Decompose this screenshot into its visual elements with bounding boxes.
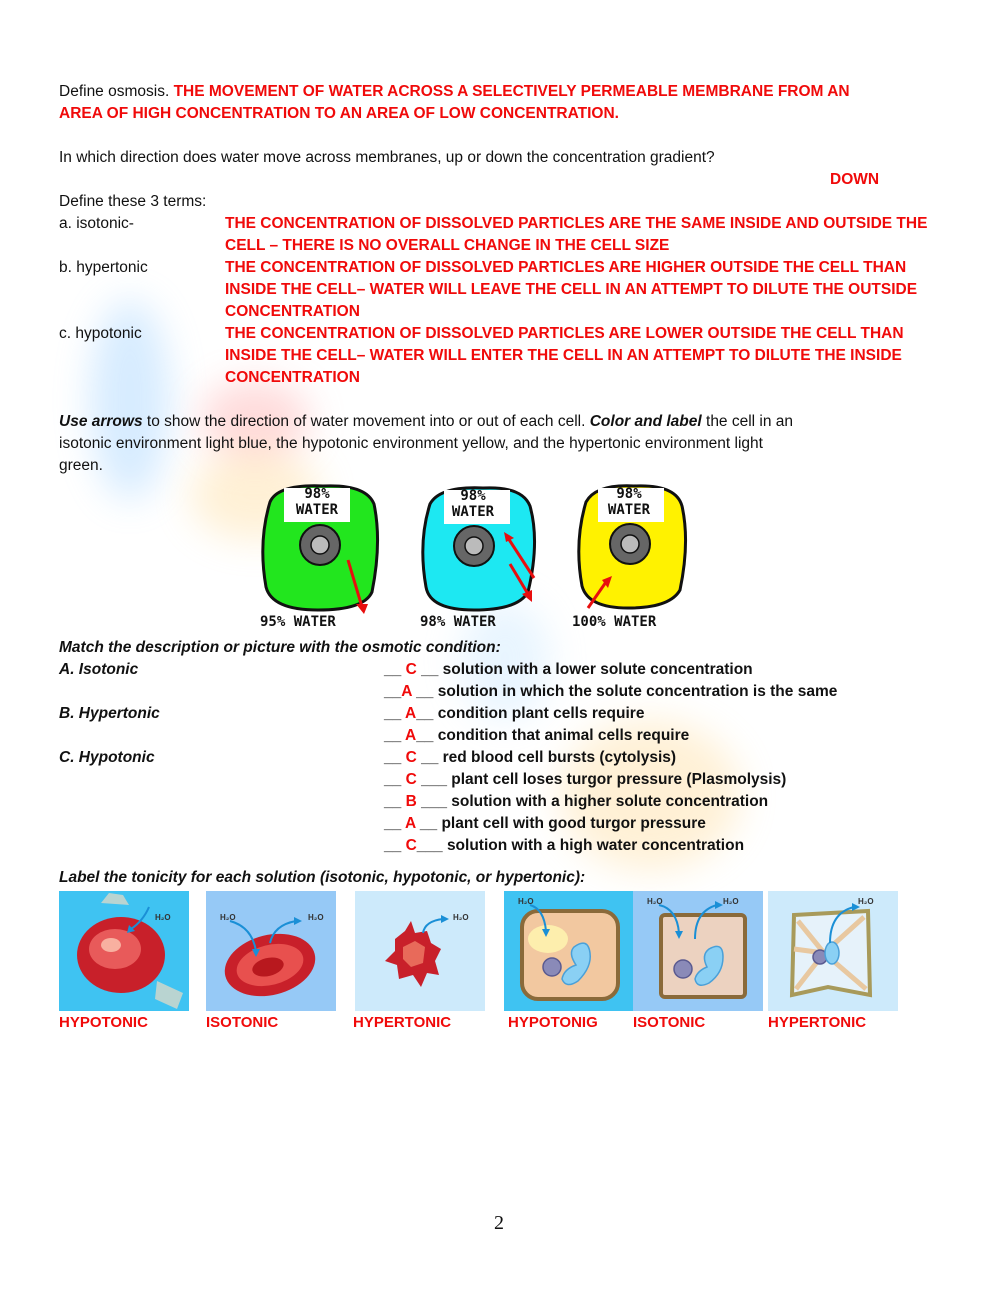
answer-blank[interactable]: __ bbox=[384, 793, 406, 810]
tonicity-panel-plant-hypotonic bbox=[504, 891, 634, 1011]
match-description: condition that animal cells require bbox=[437, 727, 690, 744]
answer-blank[interactable]: __ bbox=[384, 727, 405, 744]
tonicity-label: HYPERTONIC bbox=[353, 1014, 452, 1031]
arrows-instruction-line2: isotonic environment light blue, the hypotonic environment yellow, and the hypertonic environment light bbox=[59, 435, 763, 452]
match-item bbox=[384, 813, 706, 835]
match-item bbox=[384, 659, 753, 681]
answer-blank[interactable]: __ bbox=[384, 749, 406, 766]
instruction-text: the cell in an bbox=[701, 413, 794, 430]
cell-outside-label: 98% WATER bbox=[420, 614, 496, 630]
match-description: plant cell with good turgor pressure bbox=[441, 815, 706, 832]
answer-blank: __ bbox=[411, 683, 438, 700]
arrows-instruction-line3: green. bbox=[59, 457, 103, 474]
match-answer: A bbox=[404, 815, 416, 832]
answer-blank: ___ bbox=[416, 837, 447, 854]
match-answer: B bbox=[405, 793, 417, 810]
answer-blank[interactable]: __ bbox=[384, 771, 406, 788]
match-answer: C bbox=[405, 837, 417, 854]
term-def-hypertonic-3: CONCENTRATION bbox=[225, 303, 360, 320]
match-answer: C bbox=[405, 771, 417, 788]
h2o-label: H₂O bbox=[308, 913, 324, 922]
term-def-hypertonic-2: INSIDE THE CELL– WATER WILL LEAVE THE CELL IN AN ATTEMPT TO DILUTE THE OUTSIDE bbox=[225, 281, 918, 298]
answer-blank: ___ bbox=[416, 771, 452, 788]
answer-blank[interactable]: __ bbox=[384, 705, 405, 722]
match-option-b: B. Hypertonic bbox=[59, 705, 160, 722]
h2o-label: H₂O bbox=[723, 897, 739, 906]
match-description: red blood cell bursts (cytolysis) bbox=[442, 749, 677, 766]
match-option-c: C. Hypotonic bbox=[59, 749, 155, 766]
term-def-hypotonic-2: INSIDE THE CELL– WATER WILL ENTER THE CELL IN AN ATTEMPT TO DILUTE THE INSIDE bbox=[225, 347, 902, 364]
cell-figure-hypotonic bbox=[572, 482, 702, 637]
match-item bbox=[384, 769, 786, 791]
term-label-isotonic: a. isotonic- bbox=[59, 215, 134, 232]
term-def-isotonic-2: CELL – THERE IS NO OVERALL CHANGE IN THE CELL SIZE bbox=[225, 237, 670, 254]
tonicity-label: HYPOTONIC bbox=[59, 1014, 148, 1031]
match-item bbox=[384, 725, 689, 747]
tonicity-panel-rbc-hypotonic bbox=[59, 891, 189, 1011]
cell-inside-percent: 98% bbox=[616, 486, 642, 502]
term-def-isotonic-1: THE CONCENTRATION OF DISSOLVED PARTICLES ARE THE SAME INSIDE AND OUTSIDE THE bbox=[225, 215, 928, 232]
arrows-instruction-line1 bbox=[59, 411, 793, 433]
h2o-label: H₂O bbox=[518, 897, 534, 906]
cell-inside-label: WATER bbox=[295, 502, 339, 518]
match-description: plant cell loses turgor pressure (Plasmolysis) bbox=[451, 771, 787, 788]
match-answer: A bbox=[401, 683, 412, 700]
instruction-emphasis: Color and label bbox=[589, 413, 702, 430]
tonicity-label: ISOTONIC bbox=[206, 1014, 279, 1031]
cell-outside-label: 100% WATER bbox=[572, 614, 657, 630]
match-heading: Match the description or picture with the osmotic condition: bbox=[59, 639, 501, 656]
match-description: condition plant cells require bbox=[437, 705, 645, 722]
match-item bbox=[384, 747, 676, 769]
cell-figure-isotonic bbox=[418, 482, 548, 637]
answer-blank[interactable]: __ bbox=[384, 815, 405, 832]
answer-blank: ___ bbox=[416, 793, 452, 810]
cell-inside-label: WATER bbox=[451, 504, 495, 520]
match-item bbox=[384, 681, 837, 703]
tonicity-panel-rbc-hypertonic bbox=[355, 891, 485, 1011]
cell-inside-label: WATER bbox=[607, 502, 651, 518]
term-label-hypertonic: b. hypertonic bbox=[59, 259, 148, 276]
terms-heading: Define these 3 terms: bbox=[59, 193, 207, 210]
term-def-hypotonic-3: CONCENTRATION bbox=[225, 369, 360, 386]
h2o-label: H₂O bbox=[155, 913, 171, 922]
osmosis-prompt: Define osmosis. bbox=[59, 83, 170, 100]
tonicity-panel-plant-hypertonic bbox=[768, 891, 898, 1011]
cell-inside-percent: 98% bbox=[304, 486, 330, 502]
match-answer: C bbox=[405, 749, 417, 766]
match-item bbox=[384, 791, 768, 813]
answer-blank[interactable]: __ bbox=[384, 837, 406, 854]
term-def-hypertonic-1: THE CONCENTRATION OF DISSOLVED PARTICLES ARE HIGHER OUTSIDE THE CELL THAN bbox=[225, 259, 907, 276]
match-description: solution with a higher solute concentration bbox=[451, 793, 769, 810]
match-option-a: A. Isotonic bbox=[59, 661, 139, 678]
term-label-hypotonic: c. hypotonic bbox=[59, 325, 142, 342]
cell-figure-hypertonic bbox=[258, 482, 388, 637]
answer-blank: __ bbox=[416, 661, 443, 678]
h2o-label: H₂O bbox=[647, 897, 663, 906]
match-description: solution with a lower solute concentration bbox=[442, 661, 753, 678]
term-def-hypotonic-1: THE CONCENTRATION OF DISSOLVED PARTICLES ARE LOWER OUTSIDE THE CELL THAN bbox=[225, 325, 904, 342]
direction-answer: DOWN bbox=[830, 171, 880, 188]
direction-question: In which direction does water move across membranes, up or down the concentration gradient? bbox=[59, 149, 715, 166]
tonicity-heading: Label the tonicity for each solution (isotonic, hypotonic, or hypertonic): bbox=[59, 869, 586, 886]
tonicity-panel-rbc-isotonic bbox=[206, 891, 336, 1011]
instruction-emphasis: Use arrows bbox=[59, 413, 143, 430]
answer-blank: __ bbox=[416, 705, 438, 722]
match-item bbox=[384, 835, 744, 857]
osmosis-answer-line1: THE MOVEMENT OF WATER ACROSS A SELECTIVELY PERMEABLE MEMBRANE FROM AN bbox=[173, 83, 850, 100]
answer-blank[interactable]: __ bbox=[384, 661, 406, 678]
tonicity-panel-plant-isotonic bbox=[633, 891, 763, 1011]
cell-outside-label: 95% WATER bbox=[260, 614, 336, 630]
match-item bbox=[384, 703, 644, 725]
answer-blank: __ bbox=[416, 727, 438, 744]
osmosis-answer-line2: AREA OF HIGH CONCENTRATION TO AN AREA OF LOW CONCENTRATION. bbox=[59, 105, 619, 122]
tonicity-label: HYPERTONIC bbox=[768, 1014, 867, 1031]
h2o-label: H₂O bbox=[453, 913, 469, 922]
h2o-label: H₂O bbox=[220, 913, 236, 922]
match-answer: A bbox=[404, 727, 417, 744]
answer-blank: __ bbox=[416, 749, 443, 766]
match-description: solution with a high water concentration bbox=[446, 837, 745, 854]
instruction-text: to show the direction of water movement into or out of each cell. bbox=[142, 413, 590, 430]
match-description: solution in which the solute concentration is the same bbox=[437, 683, 838, 700]
tonicity-label: ISOTONIC bbox=[633, 1014, 706, 1031]
tonicity-label: HYPOTONIG bbox=[508, 1014, 598, 1031]
page-number: 2 bbox=[494, 1212, 504, 1234]
osmosis-question bbox=[59, 81, 850, 103]
match-answer: A bbox=[404, 705, 417, 722]
cell-inside-percent: 98% bbox=[460, 488, 486, 504]
answer-blank[interactable]: __ bbox=[384, 683, 402, 700]
h2o-label: H₂O bbox=[858, 897, 874, 906]
answer-blank: __ bbox=[415, 815, 442, 832]
match-answer: C bbox=[405, 661, 417, 678]
